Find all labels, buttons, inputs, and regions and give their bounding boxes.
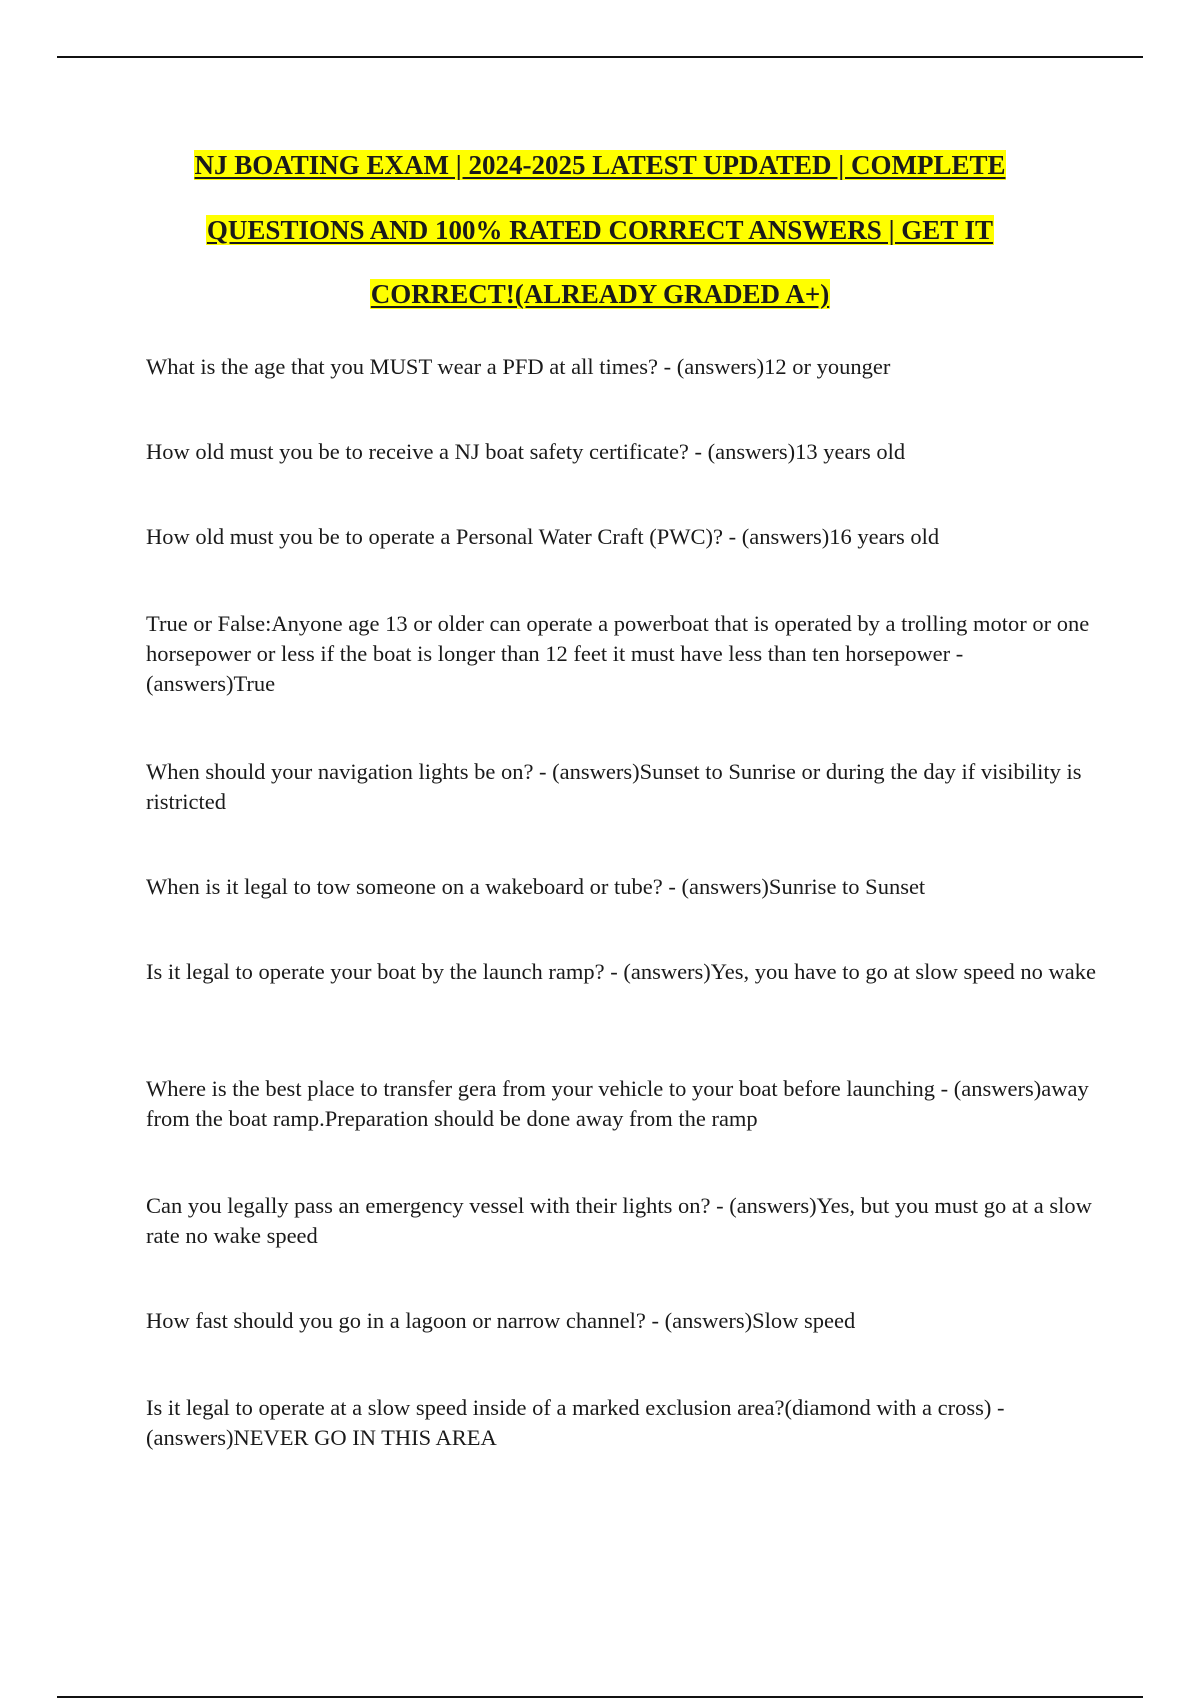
- qa-item-4: True or False:Anyone age 13 or older can operate a powerboat that is operated by a trolling motor or one horsepower or less if the boat is longer than 12 feet it must have less than ten horsepower - (answers)True: [146, 611, 1090, 696]
- qa-item-10: How fast should you go in a lagoon or narrow channel? - (answers)Slow speed: [146, 1308, 856, 1333]
- qa-item-7: Is it legal to operate your boat by the launch ramp? - (answers)Yes, you have to go at slow speed no wake: [146, 959, 1096, 984]
- qa-item-9: Can you legally pass an emergency vessel with their lights on? - (answers)Yes, but you must go at a slow rate no wake speed: [146, 1193, 1092, 1248]
- qa-item-2: How old must you be to receive a NJ boat safety certificate? - (answers)13 years old: [146, 439, 906, 464]
- title-line-3-text: CORRECT!(ALREADY GRADED A+): [370, 279, 830, 309]
- qa-item-5: When should your navigation lights be on? - (answers)Sunset to Sunrise or during the day if visibility is ristricted: [146, 759, 1082, 814]
- qa-item-8: Where is the best place to transfer gera from your vehicle to your boat before launching - (answers)away from the boat ramp.Preparation should be done away from the ramp: [146, 1076, 1089, 1131]
- qa-item-3: How old must you be to operate a Personal Water Craft (PWC)? - (answers)16 years old: [146, 524, 940, 549]
- title-line-2-text: QUESTIONS AND 100% RATED CORRECT ANSWERS | GET IT: [206, 214, 994, 245]
- qa-item-11: Is it legal to operate at a slow speed inside of a marked exclusion area?(diamond with a cross) - (answers)NEVER GO IN THIS AREA: [146, 1395, 1005, 1450]
- bottom-rule: [57, 1696, 1143, 1698]
- qa-item-6: When is it legal to tow someone on a wakeboard or tube? - (answers)Sunrise to Sunset: [146, 874, 926, 899]
- title-line-1-text: NJ BOATING EXAM | 2024-2025 LATEST UPDATED | COMPLETE: [194, 150, 1006, 180]
- qa-item-1: What is the age that you MUST wear a PFD at all times? - (answers)12 or younger: [146, 354, 891, 379]
